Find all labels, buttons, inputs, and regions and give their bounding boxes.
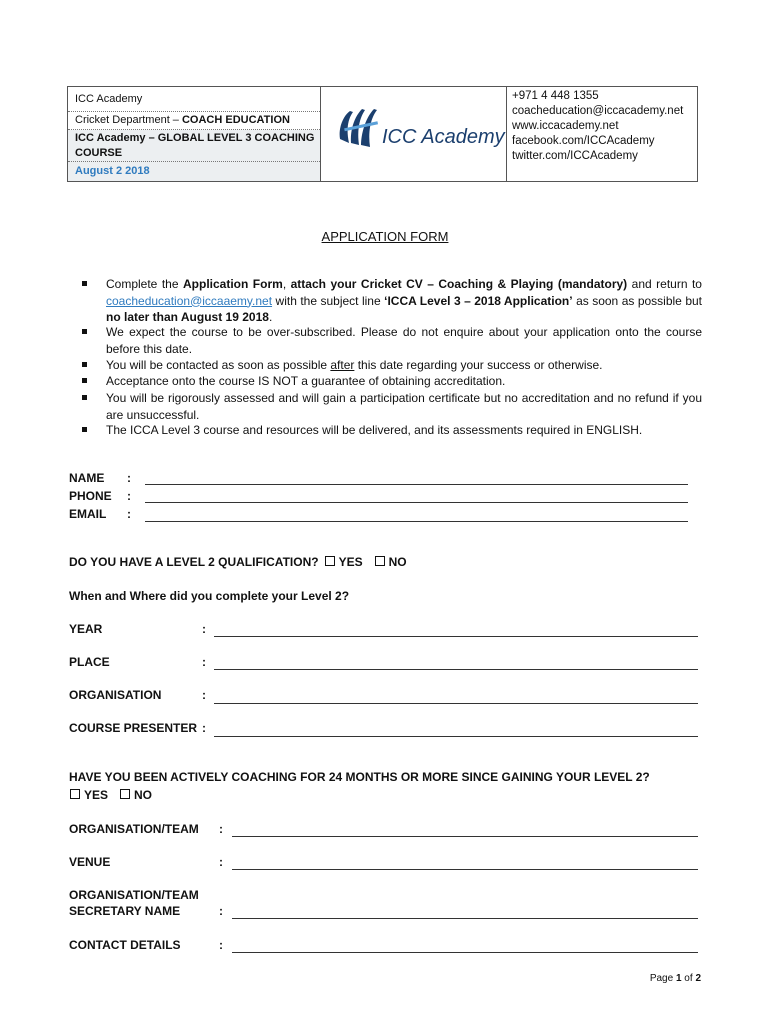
coaching-no-checkbox[interactable] xyxy=(120,789,130,799)
contact-twitter: twitter.com/ICCAcademy xyxy=(512,150,638,162)
org-team-label: ORGANISATION/TEAM xyxy=(69,822,199,836)
colon: : xyxy=(127,471,131,485)
header-date: August 2 2018 xyxy=(68,162,320,181)
bullet-6: The ICCA Level 3 course and resources will be delivered, and its assessments required in ENGLISH. xyxy=(82,422,702,439)
colon: : xyxy=(202,688,206,702)
contact-facebook: facebook.com/ICCAcademy xyxy=(512,135,655,147)
level2-when-label: When and Where did you complete your Level 2? xyxy=(69,589,350,603)
svg-text:ICC Academy: ICC Academy xyxy=(382,126,505,148)
phone-field[interactable] xyxy=(145,502,688,503)
form-title: APPLICATION FORM xyxy=(321,229,449,244)
colon: : xyxy=(127,507,131,521)
bullet-icon xyxy=(82,378,87,383)
colon: : xyxy=(202,655,206,669)
colon: : xyxy=(127,489,131,503)
email-label: EMAIL xyxy=(69,507,107,521)
bullet-2: We expect the course to be over-subscribed. Please do not enquire about your application onto the course before this date. xyxy=(82,324,702,357)
colon: : xyxy=(219,822,223,836)
level2-question: DO YOU HAVE A LEVEL 2 QUALIFICATION? YES NO xyxy=(69,555,407,569)
header-left-cell xyxy=(68,87,321,181)
bullet-icon xyxy=(82,395,87,400)
contact-details-field[interactable] xyxy=(232,952,698,953)
phone-label: PHONE xyxy=(69,489,112,503)
header-course: ICC Academy – GLOBAL LEVEL 3 COACHING COURSE xyxy=(68,130,320,162)
venue-field[interactable] xyxy=(232,869,698,870)
name-label: NAME xyxy=(69,471,105,485)
secretary-field[interactable] xyxy=(232,918,698,919)
coaching-yes-checkbox[interactable] xyxy=(70,789,80,799)
coaching-question: HAVE YOU BEEN ACTIVELY COACHING FOR 24 MONTHS OR MORE SINCE GAINING YOUR LEVEL 2? xyxy=(69,770,650,784)
header-contacts xyxy=(506,87,697,181)
name-field[interactable] xyxy=(145,484,688,485)
bullet-icon xyxy=(82,427,87,432)
level2-yes-checkbox[interactable] xyxy=(325,556,335,566)
header-dept: Cricket Department – COACH EDUCATION xyxy=(68,112,320,130)
contact-email: coacheducation@iccacademy.net xyxy=(512,105,684,117)
email-field[interactable] xyxy=(145,521,688,522)
year-field[interactable] xyxy=(214,636,698,637)
secretary-label-line1: ORGANISATION/TEAM xyxy=(69,888,199,902)
colon: : xyxy=(202,622,206,636)
organisation-label: ORGANISATION xyxy=(69,688,162,702)
header-org: ICC Academy xyxy=(68,87,320,112)
venue-label: VENUE xyxy=(69,855,111,869)
contact-details-label: CONTACT DETAILS xyxy=(69,938,181,952)
colon: : xyxy=(219,855,223,869)
place-label: PLACE xyxy=(69,655,110,669)
organisation-field[interactable] xyxy=(214,703,698,704)
place-field[interactable] xyxy=(214,669,698,670)
presenter-field[interactable] xyxy=(214,736,698,737)
bullet-4: Acceptance onto the course IS NOT a guarantee of obtaining accreditation. xyxy=(82,373,702,390)
colon: : xyxy=(219,938,223,952)
icc-logo-icon xyxy=(320,87,506,181)
org-team-field[interactable] xyxy=(232,836,698,837)
page-number: Page 1 of 2 xyxy=(649,973,701,984)
bullet-icon xyxy=(82,362,87,367)
coaching-options: YES NO xyxy=(66,788,152,802)
contact-website: www.iccacademy.net xyxy=(512,120,619,132)
colon: : xyxy=(219,904,223,918)
bullet-icon xyxy=(82,329,87,334)
bullet-1: Complete the Application Form, attach your Cricket CV – Coaching & Playing (mandatory) and return to coacheducation@iccaaemy.net with the subject line ‘ICCA Level 3 – 2018 Application’ as soon as possible but no later than August 19 2018. xyxy=(82,276,702,326)
bullet-5: You will be rigorously assessed and will gain a participation certificate but no accreditation and no refund if you are unsuccessful. xyxy=(82,390,702,423)
colon: : xyxy=(202,721,206,735)
header-table xyxy=(67,86,698,182)
secretary-label-line2: SECRETARY NAME xyxy=(69,904,181,918)
presenter-label: COURSE PRESENTER xyxy=(69,721,198,735)
year-label: YEAR xyxy=(69,622,103,636)
logo-cell xyxy=(320,87,507,181)
bullet-icon xyxy=(82,281,87,286)
contact-phone: +971 4 448 1355 xyxy=(512,90,599,102)
bullet-3: You will be contacted as soon as possible after this date regarding your success or otherwise. xyxy=(82,357,702,374)
level2-no-checkbox[interactable] xyxy=(375,556,385,566)
email-link[interactable]: coacheducation@iccaaemy.net xyxy=(106,293,273,308)
